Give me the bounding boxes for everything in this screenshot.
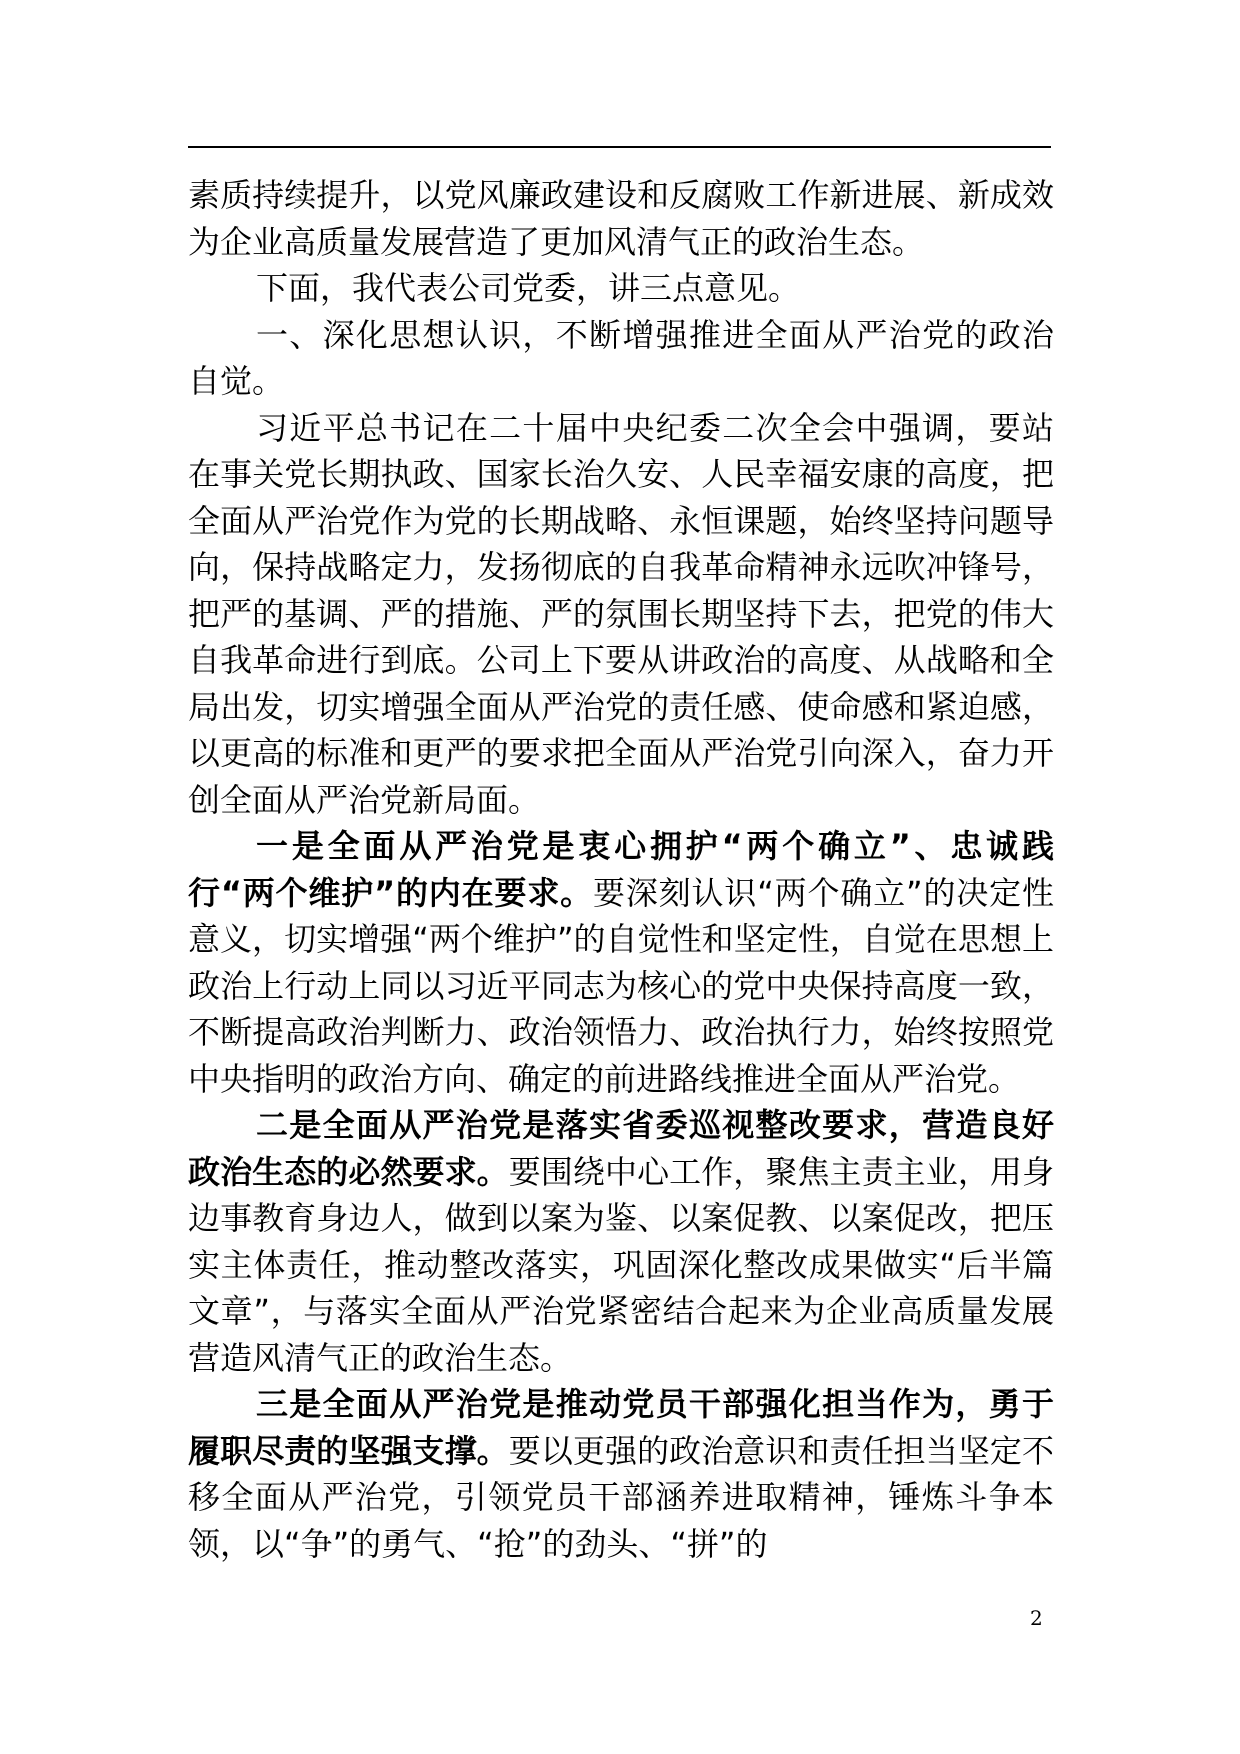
paragraph-point-one	[188, 823, 1054, 1102]
paragraph-intro	[188, 265, 1054, 312]
paragraph-text: 要以更强的政治意识和责任担当坚定不移全面从严治党，引领党员干部涵养进取精神，锤炼斗争本领，以“争”的勇气、“抢”的劲头、“拼”的	[188, 1431, 1054, 1563]
paragraph-body	[188, 405, 1054, 824]
section-heading	[188, 312, 1054, 405]
point-lead-text: 三是全面从严治党是推动党员干部强化担当作为，勇于履职尽责的坚强支撑。	[188, 1385, 1054, 1470]
paragraph-point-two	[188, 1102, 1054, 1381]
header-rule	[188, 146, 1051, 148]
paragraph-text: 素质持续提升，以党风廉政建设和反腐败工作新进展、新成效为企业高质量发展营造了更加风清气正的政治生态。	[188, 176, 1054, 261]
paragraph-continuation	[188, 172, 1054, 265]
paragraph-point-three	[188, 1381, 1054, 1567]
point-lead-text: 二是全面从严治党是落实省委巡视整改要求，营造良好政治生态的必然要求。	[188, 1106, 1054, 1191]
document-body	[188, 172, 1054, 1567]
point-lead-text: 一是全面从严治党是衷心拥护“两个确立”、忠诚践行“两个维护”的内在要求。	[188, 827, 1054, 912]
paragraph-text: 习近平总书记在二十届中央纪委二次全会中强调，要站在事关党长期执政、国家长治久安、人民幸福安康的高度，把全面从严治党作为党的长期战略、永恒课题，始终坚持问题导向，保持战略定力，发扬彻底的自我革命精神永远吹冲锋号，把严的基调、严的措施、严的氛围长期坚持下去，把党的伟大自我革命进行到底。公司上下要从讲政治的高度、从战略和全局出发，切实增强全面从严治党的责任感、使命感和紧迫感，以更高的标准和更严的要求把全面从严治党引向深入，奋力开创全面从严治党新局面。	[188, 408, 1054, 819]
paragraph-text: 下面，我代表公司党委，讲三点意见。	[256, 269, 801, 307]
section-heading-text: 一、深化思想认识，不断增强推进全面从严治党的政治自觉。	[188, 315, 1054, 400]
paragraph-text: 要深刻认识“两个确立”的决定性意义，切实增强“两个维护”的自觉性和坚定性，自觉在思想上政治上行动上同以习近平同志为核心的党中央保持高度一致，不断提高政治判断力、政治领悟力、政治执行力，始终按照党中央指明的政治方向、确定的前进路线推进全面从严治党。	[188, 873, 1054, 1098]
page-number: 2	[1030, 1606, 1043, 1630]
paragraph-text: 要围绕中心工作，聚焦主责主业，用身边事教育身边人，做到以案为鉴、以案促教、以案促改，把压实主体责任，推动整改落实，巩固深化整改成果做实“后半篇文章”，与落实全面从严治党紧密结合起来为企业高质量发展营造风清气正的政治生态。	[188, 1152, 1054, 1377]
